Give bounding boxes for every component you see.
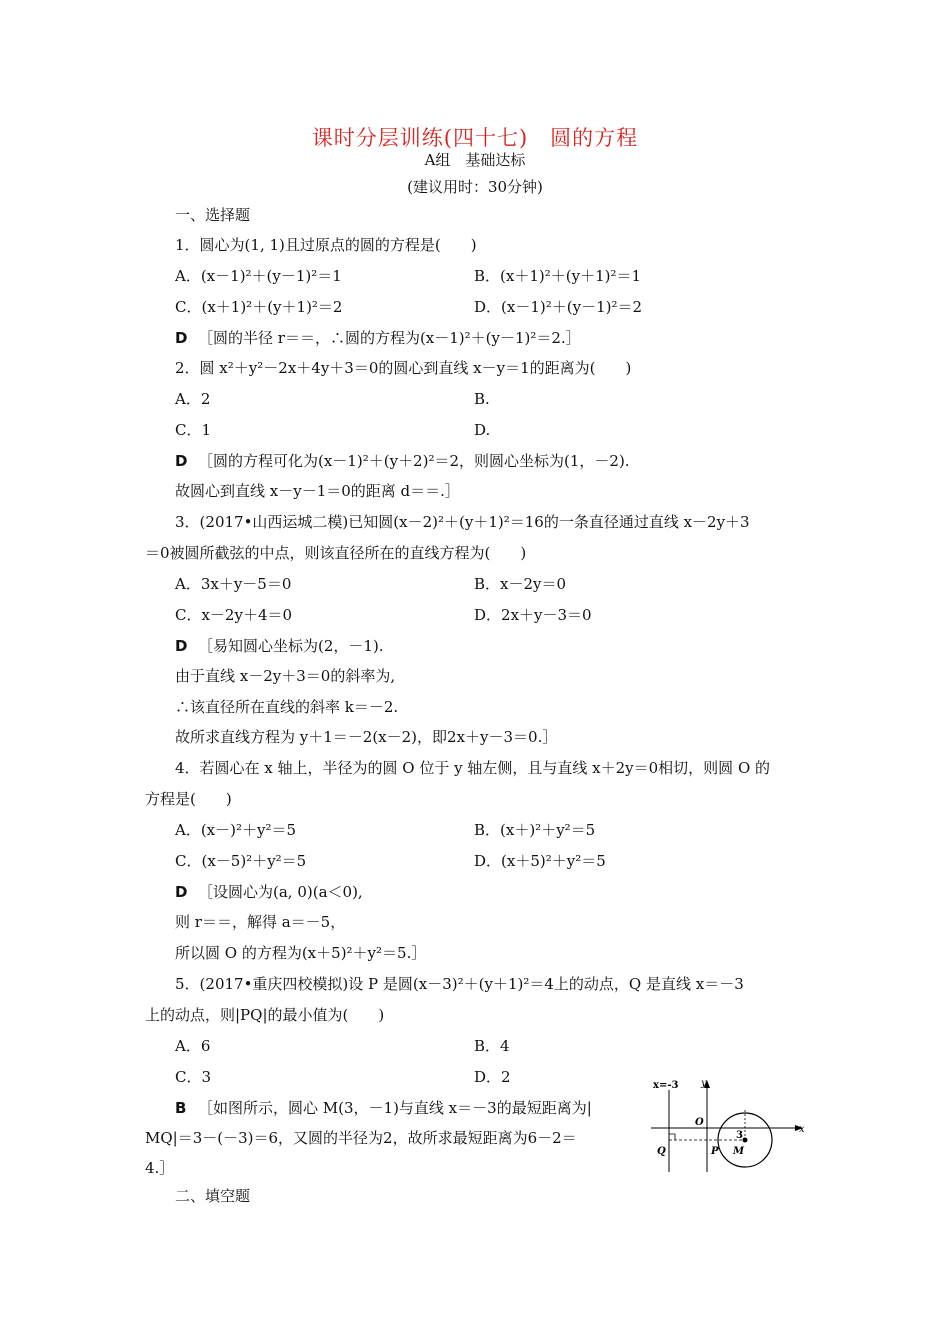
suggested-time: (建议用时：30分钟) [407, 178, 543, 196]
q5-stem-line1: 5．(2017•重庆四校模拟)设 P 是圆(x－3)²＋(y＋1)²＝4上的动点，Q 是直线 x＝－3 [175, 975, 744, 993]
q2-option-d: D. [474, 421, 491, 439]
q3-option-a: A．3x＋y－5＝0 [175, 575, 292, 593]
q3-option-b: B．x－2y＝0 [474, 575, 567, 593]
q1-option-a: A．(x－1)²＋(y－1)²＝1 [175, 267, 342, 285]
q5-option-c: C．3 [175, 1068, 212, 1086]
q1-option-d: D．(x－1)²＋(y－1)²＝2 [474, 298, 643, 316]
section-fill: 二、填空题 [175, 1187, 251, 1205]
q2-answer: D [175, 452, 188, 470]
q2-solution-line2: 故圆心到直线 x－y－1＝0的距离 d＝＝.］ [175, 482, 460, 500]
line-x-neg3-label: x=-3 [653, 1080, 679, 1091]
q4-option-b: B．(x＋)²＋y²＝5 [474, 821, 596, 839]
q2-option-b: B. [474, 390, 490, 408]
q4-solution-line2: 则 r＝＝，解得 a＝－5， [175, 913, 346, 931]
origin-label: O [695, 1117, 704, 1128]
section-choice: 一、选择题 [175, 206, 251, 224]
right-angle-mark [669, 1134, 675, 1140]
y-axis-label: y [701, 1078, 707, 1089]
q3-solution-line1: ［易知圆心坐标为(2，－1). [198, 637, 384, 655]
q1-option-c: C．(x＋1)²＋(y＋1)²＝2 [175, 298, 343, 316]
q4-option-c: C．(x－5)²＋y²＝5 [175, 852, 307, 870]
tick-3-label: 3 [736, 1130, 743, 1141]
q3-solution-line3: ∴该直径所在直线的斜率 k＝－2. [175, 698, 399, 716]
q3-solution-line2: 由于直线 x－2y＋3＝0的斜率为, [175, 667, 396, 685]
q4-solution-line1: ［设圆心为(a, 0)(a＜0), [198, 883, 363, 901]
q-label: Q [657, 1146, 666, 1157]
q1-solution: ［圆的半径 r＝＝，∴圆的方程为(x－1)²＋(y－1)²＝2.］ [198, 329, 581, 347]
q4-answer: D [175, 883, 188, 901]
q3-stem-line1: 3．(2017•山西运城二模)已知圆(x－2)²＋(y＋1)²＝16的一条直径通过直线 x－2y＋3 [175, 513, 750, 531]
x-axis-label: x [799, 1124, 805, 1135]
q4-stem-line2: 方程是( ) [145, 790, 232, 808]
q5-solution-line1: ［如图所示，圆心 M(3，－1)与直线 x＝－3的最短距离为| [198, 1099, 592, 1117]
q2-option-a: A．2 [175, 390, 211, 408]
q2-solution-line1: ［圆的方程可化为(x－1)²＋(y＋2)²＝2，则圆心坐标为(1，－2). [198, 452, 630, 470]
q5-solution-line3: 4.］ [145, 1159, 175, 1177]
q5-stem-line2: 上的动点，则|PQ|的最小值为( ) [145, 1006, 385, 1024]
group-heading: A组 基础达标 [424, 151, 526, 169]
page-title: 课时分层训练(四十七) 圆的方程 [311, 126, 639, 150]
q5-answer: B [175, 1099, 187, 1117]
q1-answer: D [175, 329, 188, 347]
q5-option-a: A．6 [175, 1037, 211, 1055]
q3-stem-line2: ＝0被圆所截弦的中点，则该直径所在的直线方程为( ) [145, 544, 527, 562]
q2-stem: 2．圆 x²＋y²－2x＋4y＋3＝0的圆心到直线 x－y＝1的距离为( ) [175, 359, 632, 377]
q3-option-d: D．2x＋y－3＝0 [474, 606, 592, 624]
p-label: P [711, 1146, 719, 1157]
q3-solution-line4: 故所求直线方程为 y＋1＝－2(x－2)，即2x＋y－3＝0.］ [175, 728, 558, 746]
q5-option-d: D．2 [474, 1068, 511, 1086]
q1-stem: 1．圆心为(1, 1)且过原点的圆的方程是( ) [175, 236, 477, 254]
q5-figure [645, 1070, 815, 1180]
m-label: M [733, 1146, 745, 1157]
q4-stem-line1: 4．若圆心在 x 轴上，半径为的圆 O 位于 y 轴左侧，且与直线 x＋2y＝0相切，则圆 O 的 [175, 759, 771, 777]
q4-option-d: D．(x＋5)²＋y²＝5 [474, 852, 606, 870]
q3-option-c: C．x－2y＋4＝0 [175, 606, 293, 624]
q4-option-a: A．(x－)²＋y²＝5 [175, 821, 297, 839]
q5-solution-line2: MQ|＝3－(－3)＝6，又圆的半径为2，故所求最短距离为6－2＝ [145, 1129, 577, 1147]
q1-option-b: B．(x＋1)²＋(y＋1)²＝1 [474, 267, 642, 285]
q5-option-b: B．4 [474, 1037, 510, 1055]
q2-option-c: C．1 [175, 421, 212, 439]
q3-answer: D [175, 637, 188, 655]
q4-solution-line3: 所以圆 O 的方程为(x＋5)²＋y²＝5.］ [175, 944, 427, 962]
